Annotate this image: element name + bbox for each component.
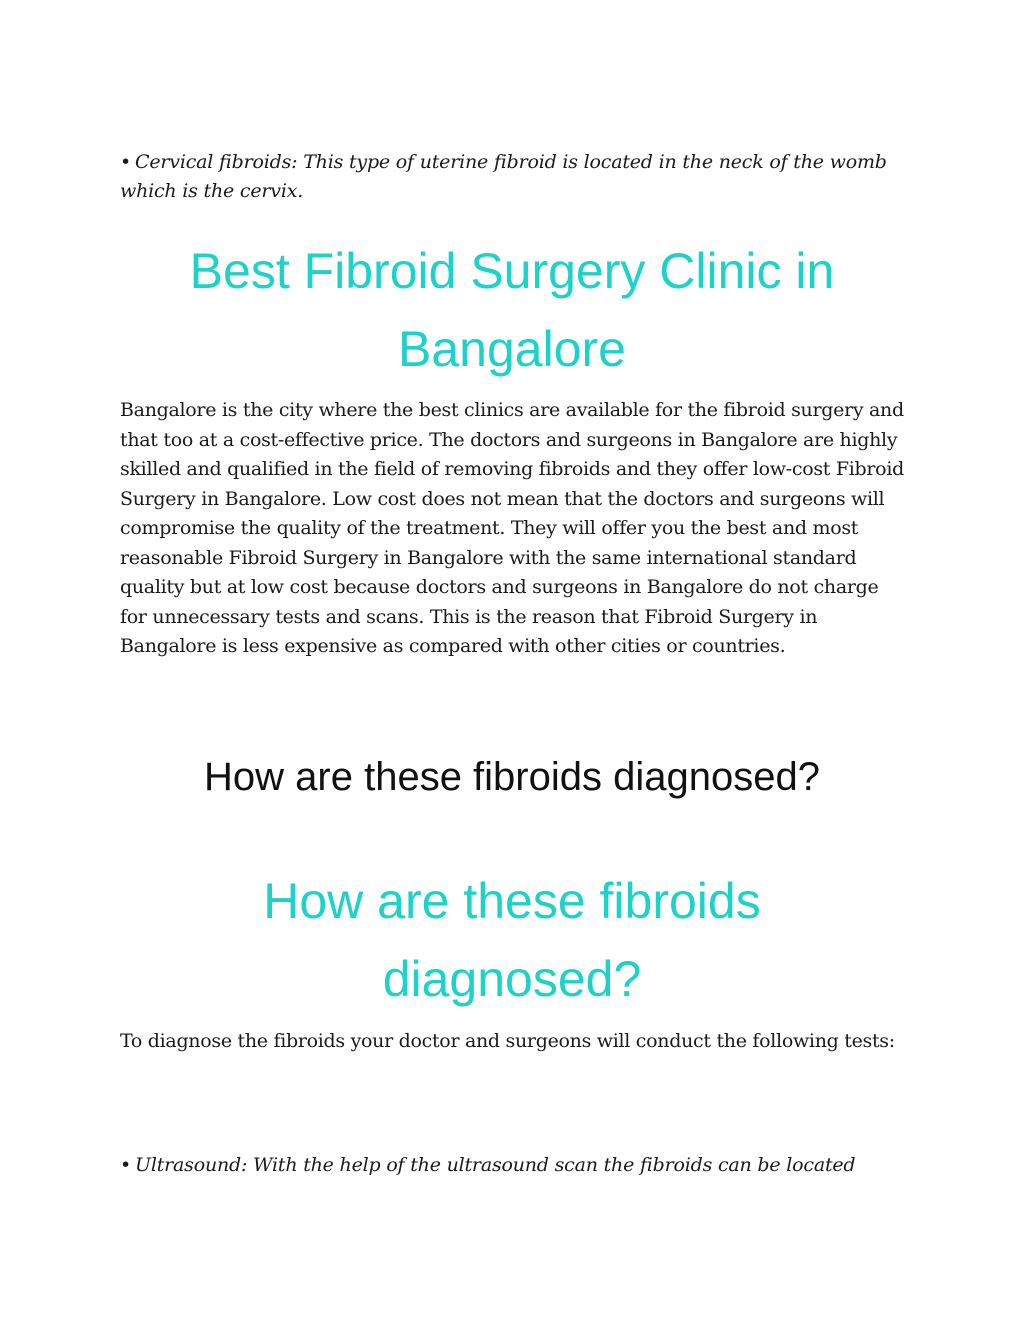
bullet-point: • bbox=[120, 1154, 132, 1176]
clinic-heading: Best Fibroid Surgery Clinic in Bangalore bbox=[189, 243, 835, 377]
bullet-cervical-fibroids bbox=[120, 148, 910, 206]
diagnosis-paragraph: To diagnose the fibroids your doctor and surgeons will conduct the following tests: bbox=[120, 1030, 895, 1052]
bullet-text: Cervical fibroids: This type of uterine fibroid is located in the neck of the womb which is the cervix. bbox=[120, 151, 887, 202]
diagnosis-subheading: How are these fibroids diagnosed? bbox=[204, 755, 820, 799]
clinic-paragraph: Bangalore is the city where the best clinics are available for the fibroid surgery and that too at a cost-effective price. The doctors and surgeons in Bangalore are highly skilled and qualified in the field of removing fibroids and they offer low-cost Fibroid Surgery in Bangalore. Low cost does not mean that the doctors and surgeons will compromise the quality of the treatment. They will offer you the best and most reasonable Fibroid Surgery in Bangalore with the same international standard quality but at low cost because doctors and surgeons in Bangalore do not charge for unnecessary tests and scans. This is the reason that Fibroid Surgery in Bangalore is less expensive as compared with other cities or countries. bbox=[120, 399, 904, 657]
bullet-point: • bbox=[120, 151, 132, 173]
bullet-ultrasound bbox=[120, 1151, 910, 1180]
diagnosis-heading: How are these fibroids diagnosed? bbox=[263, 873, 761, 1007]
bullet-text: Ultrasound: With the help of the ultrasound scan the fibroids can be located bbox=[135, 1154, 856, 1176]
